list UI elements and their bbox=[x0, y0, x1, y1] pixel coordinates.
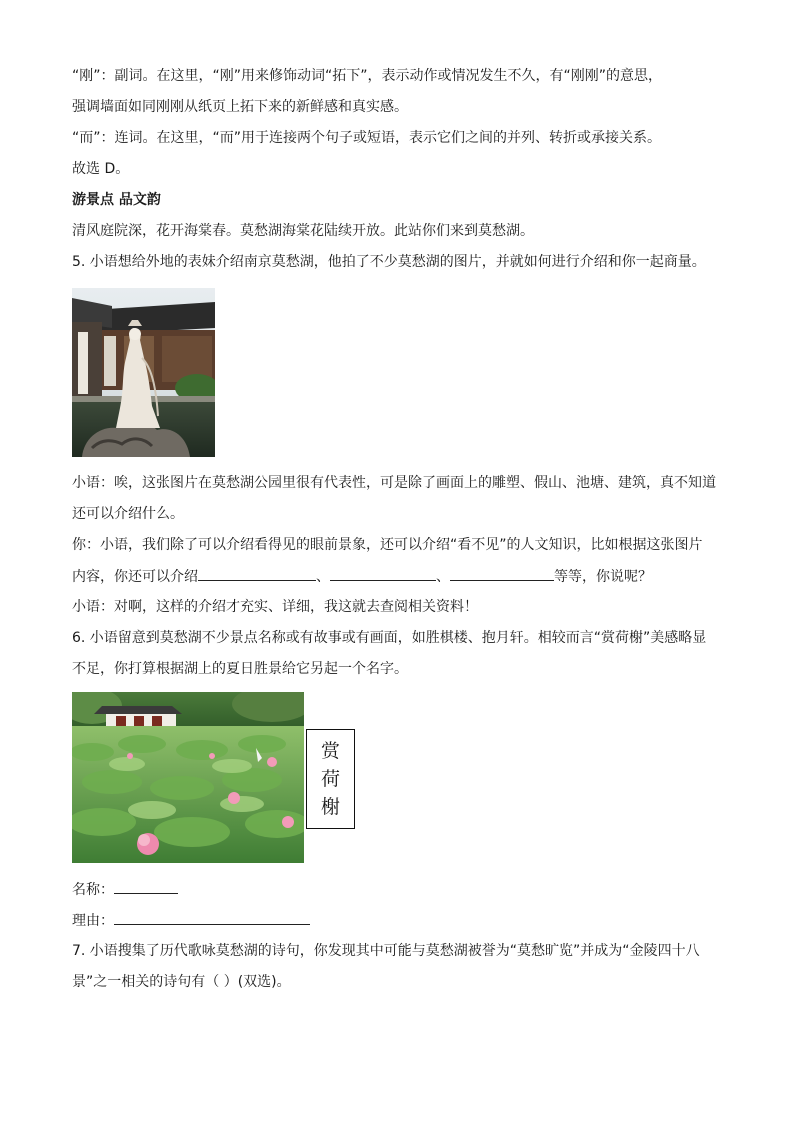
dialogue-xiaoyu-1a: 小语：唉，这张图片在莫愁湖公园里很有代表性，可是除了画面上的雕塑、假山、池塘、建筑，真不知道 bbox=[72, 475, 716, 491]
question-7-line2: 景”之一相关的诗句有（ ）(双选)。 bbox=[72, 974, 291, 990]
dialogue-xiaoyu-1b: 还可以介绍什么。 bbox=[72, 506, 184, 522]
explanation-gang-line2: 强调墙面如同刚刚从纸页上拓下来的新鲜感和真实感。 bbox=[72, 99, 408, 115]
reason-label: 理由： bbox=[72, 913, 114, 929]
dialogue-you-a: 你：小语，我们除了可以介绍看得见的眼前景象，还可以介绍“看不见”的人文知识，比如根据这张图片 bbox=[72, 537, 703, 553]
pavilion-name-char-1: 赏 bbox=[320, 740, 340, 762]
separator-2: 、 bbox=[436, 569, 450, 585]
answer-line: 故选 D。 bbox=[72, 161, 130, 177]
question-7-line1: 7. 小语搜集了历代歌咏莫愁湖的诗句，你发现其中可能与莫愁湖被誉为“莫愁旷览”并成为“金陵四十八 bbox=[72, 943, 700, 959]
separator-1: 、 bbox=[316, 569, 330, 585]
pavilion-name-char-3: 榭 bbox=[320, 796, 340, 818]
lotus-pond-illustration bbox=[72, 692, 304, 863]
pavilion-name-char-2: 荷 bbox=[320, 768, 340, 790]
dialogue-xiaoyu-2: 小语：对啊，这样的介绍才充实、详细，我这就去查阅相关资料！ bbox=[72, 599, 478, 615]
name-answer-line bbox=[72, 879, 178, 900]
question-6-line2: 不足，你打算根据湖上的夏日胜景给它另起一个名字。 bbox=[72, 661, 408, 677]
explanation-er: “而”：连词。在这里，“而”用于连接两个句子或短语，表示它们之间的并列、转折或承接关系。 bbox=[72, 130, 662, 146]
question-5: 5. 小语想给外地的表妹介绍南京莫愁湖，他拍了不少莫愁湖的图片，并就如何进行介绍和你一起商量。 bbox=[72, 254, 706, 270]
statue-photo-illustration bbox=[72, 288, 215, 457]
explanation-gang-line1: “刚”：副词。在这里，“刚”用来修饰动词“拓下”，表示动作或情况发生不久，有“刚刚”的意思， bbox=[72, 68, 663, 84]
question-6-line1: 6. 小语留意到莫愁湖不少景点名称或有故事或有画面，如胜棋楼、抱月轩。相较而言“赏荷榭”美感略显 bbox=[72, 630, 707, 646]
dialogue-you-b-suffix: 等等，你说呢？ bbox=[554, 569, 652, 585]
dialogue-you-b-prefix: 内容，你还可以介绍 bbox=[72, 569, 198, 585]
reason-blank[interactable] bbox=[114, 910, 310, 925]
section-title: 游景点 品文韵 bbox=[72, 192, 161, 208]
answer-blank-2[interactable] bbox=[330, 566, 436, 581]
name-blank[interactable] bbox=[114, 879, 178, 894]
answer-blank-1[interactable] bbox=[198, 566, 316, 581]
section-intro: 清风庭院深，花开海棠春。莫愁湖海棠花陆续开放。此站你们来到莫愁湖。 bbox=[72, 223, 534, 239]
pavilion-name-box bbox=[306, 729, 355, 829]
statue-photo bbox=[72, 288, 215, 457]
reason-answer-line bbox=[72, 910, 310, 931]
dialogue-you-b bbox=[72, 566, 652, 587]
lotus-pond-photo bbox=[72, 692, 304, 863]
answer-blank-3[interactable] bbox=[450, 566, 554, 581]
name-label: 名称： bbox=[72, 882, 114, 898]
